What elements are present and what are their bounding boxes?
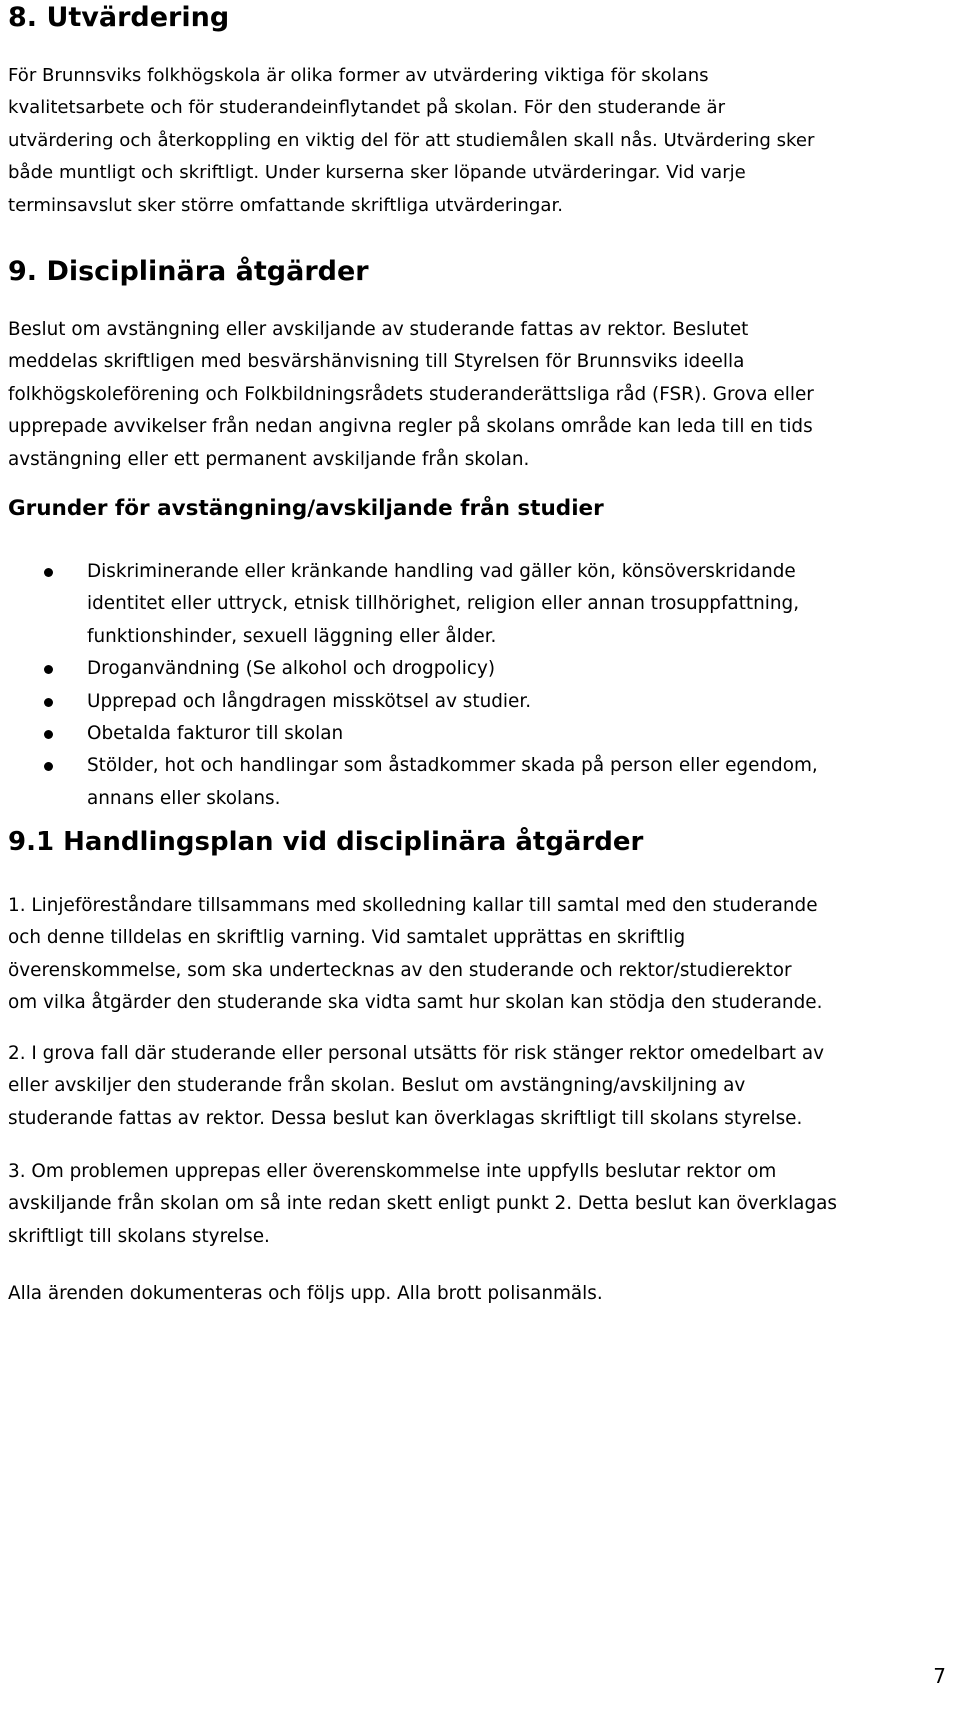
paragraph-line: terminsavslut sker större omfattande skriftliga utvärderingar. [8, 194, 563, 216]
paragraph-line: Alla ärenden dokumenteras och följs upp. Alla brott polisanmäls. [8, 1283, 603, 1304]
section-9-1-heading: 9.1 Handlingsplan vid disciplinära åtgärder [8, 827, 644, 857]
list-item [8, 686, 952, 718]
action-step-3 [8, 1156, 952, 1253]
bullet-icon [44, 762, 53, 771]
paragraph-line: Beslut om avstängning eller avskiljande av studerande fattas av rektor. Beslutet [8, 319, 749, 340]
paragraph-line: och denne tilldelas en skriftlig varning. Vid samtalet upprättas en skriftlig [8, 927, 686, 949]
section-9-heading: 9. Disciplinära åtgärder [8, 256, 369, 287]
paragraph-line: om vilka åtgärder den studerande ska vidta samt hur skolan kan stödja den studerande. [8, 992, 823, 1014]
paragraph-line: folkhögskoleförening och Folkbildningsrådets studeranderättsliga råd (FSR). Grova eller [8, 383, 814, 405]
list-item [8, 718, 952, 750]
list-item [8, 653, 952, 685]
list-item-line: identitet eller uttryck, etnisk tillhörighet, religion eller annan trosuppfattning, [87, 593, 800, 615]
section-9-paragraph [8, 314, 952, 476]
paragraph-line: utvärdering och återkoppling en viktig del för att studiemålen skall nås. Utvärdering sker [8, 129, 815, 151]
paragraph-line: kvalitetsarbete och för studerandeinflytandet på skolan. För den studerande är [8, 97, 726, 119]
paragraph-line: överenskommelse, som ska undertecknas av den studerande och rektor/studierektor [8, 959, 792, 981]
action-step-2 [8, 1038, 952, 1135]
bullet-icon [44, 665, 53, 674]
action-step-1 [8, 890, 952, 1020]
paragraph-line: För Brunnsviks folkhögskola är olika former av utvärdering viktiga för skolans [8, 65, 709, 86]
paragraph-line: studerande fattas av rektor. Dessa beslut kan överklagas skriftligt till skolans styrelse. [8, 1107, 803, 1129]
paragraph-line: eller avskiljer den studerande från skolan. Beslut om avstängning/avskiljning av [8, 1075, 746, 1097]
list-item [8, 750, 952, 815]
bullet-icon [44, 730, 53, 739]
list-item-line: funktionshinder, sexuell läggning eller ålder. [87, 625, 497, 647]
list-item-line: Stölder, hot och handlingar som åstadkommer skada på person eller egendom, [87, 755, 818, 777]
paragraph-line: upprepade avvikelser från nedan angivna regler på skolans område kan leda till en tids [8, 416, 813, 438]
list-item [8, 556, 952, 653]
bullet-icon [44, 698, 53, 707]
paragraph-line: meddelas skriftligen med besvärshänvisning till Styrelsen för Brunnsviks ideella [8, 351, 745, 373]
list-item-line: Obetalda fakturor till skolan [87, 723, 344, 745]
bullet-icon [44, 568, 53, 577]
section-8-heading: 8. Utvärdering [8, 2, 230, 33]
list-item-line: Diskriminerande eller kränkande handling vad gäller kön, könsöverskridande [87, 561, 796, 582]
list-item-line: Upprepad och långdragen misskötsel av studier. [87, 690, 532, 712]
paragraph-line: både muntligt och skriftligt. Under kurserna sker löpande utvärderingar. Vid varje [8, 162, 746, 184]
paragraph-line: 1. Linjeföreståndare tillsammans med skolledning kallar till samtal med den studerande [8, 895, 818, 916]
paragraph-line: 3. Om problemen upprepas eller överenskommelse inte uppfylls beslutar rektor om [8, 1161, 777, 1182]
paragraph-line: 2. I grova fall där studerande eller personal utsätts för risk stänger rektor omedelbart av [8, 1043, 825, 1064]
paragraph-line: avskiljande från skolan om så inte redan skett enligt punkt 2. Detta beslut kan överklagas [8, 1193, 837, 1215]
section-8-paragraph [8, 60, 952, 222]
paragraph-line: avstängning eller ett permanent avskiljande från skolan. [8, 448, 530, 470]
closing-statement [8, 1278, 952, 1310]
list-item-line: Droganvändning (Se alkohol och drogpolicy) [87, 658, 496, 680]
paragraph-line: skriftligt till skolans styrelse. [8, 1225, 270, 1247]
page-number: 7 [933, 1664, 946, 1688]
grounds-heading: Grunder för avstängning/avskiljande från studier [8, 496, 604, 521]
list-item-line: annans eller skolans. [87, 787, 281, 809]
grounds-list [8, 556, 952, 815]
